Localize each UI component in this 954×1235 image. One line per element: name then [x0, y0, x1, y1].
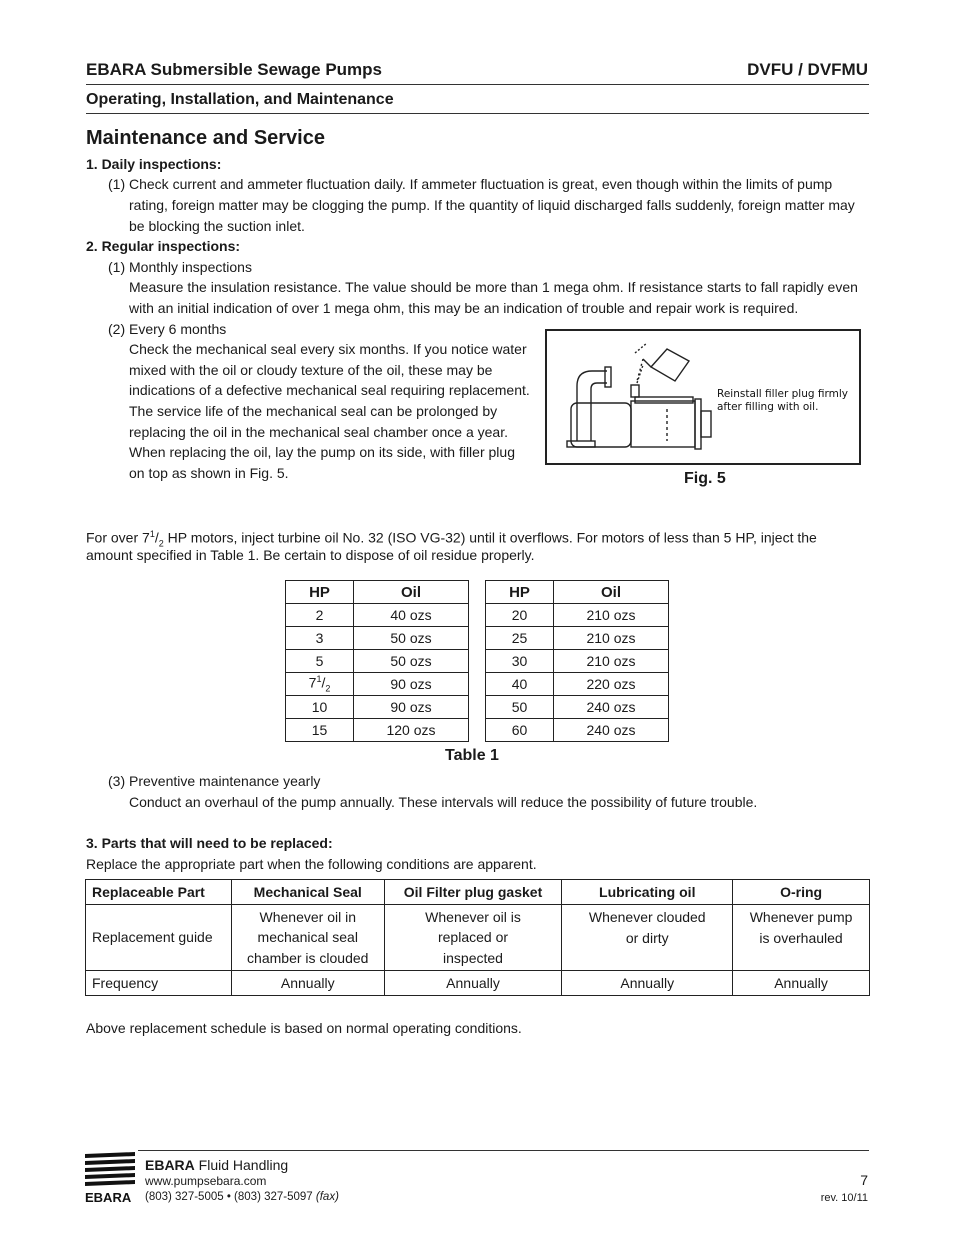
footer-divider — [138, 1150, 869, 1151]
table-header-row — [86, 880, 870, 905]
cell-line: Whenever clouded — [588, 909, 706, 925]
document-title: EBARA Submersible Sewage Pumps — [86, 60, 383, 79]
column-header: Replaceable Part — [86, 880, 232, 905]
page-number: 7 — [860, 1172, 868, 1188]
table-row — [286, 719, 469, 742]
row-label: Replacement guide — [86, 905, 232, 971]
preventive-label: (3) Preventive maintenance yearly — [108, 773, 321, 789]
cell-line: replaced or — [437, 929, 509, 946]
oil-header: Oil — [354, 581, 469, 604]
cell-line: chamber is clouded — [247, 949, 369, 966]
six-month-text: mixed with the oil or cloudy texture of the oil, these may be — [129, 362, 493, 378]
oil-cell: 50 ozs — [354, 627, 469, 650]
monthly-label: (1) Monthly inspections — [108, 259, 252, 275]
table-row — [486, 696, 669, 719]
column-header: Oil Filter plug gasket — [384, 880, 562, 905]
hp-cell: 25 — [486, 627, 554, 650]
fraction-numerator: 1 — [149, 529, 155, 539]
column-header: O-ring — [733, 880, 870, 905]
row-label: Frequency — [86, 971, 232, 996]
logo-wordmark: EBARA — [85, 1190, 132, 1205]
oil-cell: 90 ozs — [354, 696, 469, 719]
oil-cell: 120 ozs — [354, 719, 469, 742]
hp-cell: 30 — [486, 650, 554, 673]
oil-cell: 210 ozs — [554, 650, 669, 673]
frequency-cell: Annually — [733, 971, 870, 996]
preventive-text: Conduct an overhaul of the pump annually. These intervals will reduce the possibility of future trouble. — [129, 794, 758, 810]
phone-numbers — [145, 1191, 339, 1203]
oil-cell: 210 ozs — [554, 604, 669, 627]
hp-cell: 40 — [486, 673, 554, 696]
fraction-denominator: 2 — [158, 538, 164, 549]
hp-cell: 2 — [286, 604, 354, 627]
hp-whole: 7 — [308, 674, 317, 691]
hp-cell: 10 — [286, 696, 354, 719]
pump-illustration — [547, 331, 859, 463]
six-month-text: When replacing the oil, lay the pump on its side, with filler plug — [129, 444, 515, 460]
daily-item-line: (1) Check current and ammeter fluctuation daily. If ammeter fluctuation is great, even though within the limits of pump — [108, 176, 833, 192]
oil-header: Oil — [554, 581, 669, 604]
six-month-text: Check the mechanical seal every six months. If you notice water — [129, 341, 527, 357]
daily-item-line: be blocking the suction inlet. — [129, 218, 305, 234]
fraction-numerator: 1 — [316, 674, 322, 685]
hp-cell: 60 — [486, 719, 554, 742]
table-header-row — [486, 581, 669, 604]
monthly-text: Measure the insulation resistance. The value should be more than 1 mega ohm. If resistance starts to fall rapidly even — [129, 279, 858, 295]
table-row — [286, 627, 469, 650]
phone-text: (803) 327-5005 • (803) 327-5097 — [145, 1191, 316, 1203]
cell-line: Whenever pump — [749, 909, 853, 925]
table-row — [486, 650, 669, 673]
table-row — [286, 604, 469, 627]
hp-header: HP — [486, 581, 554, 604]
schedule-note: Above replacement schedule is based on normal operating conditions. — [86, 1020, 522, 1036]
guide-cell — [384, 905, 562, 971]
table-row — [486, 604, 669, 627]
oil-cell: 90 ozs — [354, 673, 469, 696]
six-month-label: (2) Every 6 months — [108, 321, 227, 337]
table-row — [86, 905, 870, 971]
oil-table-right — [485, 580, 669, 742]
column-header: Mechanical Seal — [231, 880, 384, 905]
oil-text-part: HP motors, inject turbine oil No. 32 (ISO VG-32) until it overflows. For motors of less than 5 HP, inject the — [163, 529, 817, 546]
hp-cell: $7^1/_2$ — [286, 673, 354, 696]
six-month-text: on top as shown in Fig. 5. — [129, 465, 289, 481]
cell-line: inspected — [443, 949, 503, 966]
regular-heading: 2. Regular inspections: — [86, 238, 241, 254]
oil-cell: 40 ozs — [354, 604, 469, 627]
section-title: Maintenance and Service — [86, 127, 325, 149]
table-row — [486, 719, 669, 742]
cell-line: Whenever oil is — [425, 908, 521, 925]
daily-heading: 1. Daily inspections: — [86, 156, 222, 172]
frequency-cell: Annually — [231, 971, 384, 996]
revision-date: rev. 10/11 — [820, 1192, 868, 1204]
header-divider — [86, 84, 869, 85]
six-month-text: The service life of the mechanical seal can be prolonged by — [129, 403, 498, 419]
subtitle-divider — [86, 113, 869, 114]
cell-line: Whenever oil in — [259, 908, 356, 925]
parts-intro: Replace the appropriate part when the following conditions are apparent. — [86, 856, 537, 872]
brand-name: EBARA — [145, 1157, 195, 1173]
oil-instructions-line2: amount specified in Table 1. Be certain to dispose of oil residue properly. — [86, 547, 535, 563]
model-number: DVFU / DVFMU — [747, 60, 868, 79]
table-row — [286, 673, 469, 696]
ebara-logo-icon — [85, 1150, 135, 1206]
oil-cell: 210 ozs — [554, 627, 669, 650]
cell-line: mechanical seal — [257, 929, 358, 946]
table-caption: Table 1 — [445, 747, 499, 764]
hp-cell: 5 — [286, 650, 354, 673]
table-row — [286, 650, 469, 673]
oil-table-left — [285, 580, 469, 742]
table-row — [286, 696, 469, 719]
hp-header: HP — [286, 581, 354, 604]
company-name — [145, 1157, 288, 1173]
table-row — [486, 627, 669, 650]
daily-item-line: rating, foreign matter may be clogging the pump. If the quantity of liquid discharged falls suddenly, foreign matter may — [129, 197, 855, 213]
table-row — [86, 971, 870, 996]
website-link[interactable]: www.pumpsebara.com — [145, 1174, 267, 1188]
table-row — [486, 673, 669, 696]
frequency-cell: Annually — [562, 971, 733, 996]
oil-cell: 50 ozs — [354, 650, 469, 673]
figure-5-box — [545, 329, 861, 465]
document-subtitle: Operating, Installation, and Maintenance — [86, 91, 394, 108]
cell-line: or dirty — [625, 929, 669, 946]
monthly-text: with an initial indication of over 1 mega ohm, this may be an indication of trouble and repair work is required. — [129, 300, 799, 316]
parts-heading: 3. Parts that will need to be replaced: — [86, 835, 333, 851]
figure-callout-line2: after filling with oil. — [717, 401, 819, 413]
hp-cell: 3 — [286, 627, 354, 650]
cell-line: is overhauled — [759, 929, 843, 946]
fax-label: (fax) — [315, 1191, 339, 1203]
oil-text-part: For over 7 — [86, 529, 150, 546]
table-header-row — [286, 581, 469, 604]
figure-caption: Fig. 5 — [684, 470, 726, 487]
oil-cell: 240 ozs — [554, 696, 669, 719]
division-name: Fluid Handling — [194, 1157, 289, 1173]
oil-instructions: For over $7^1/_2$ HP motors, inject turbine oil No. 32 (ISO VG-32) until it overflows. For motors of less than 5 HP, inject the — [86, 529, 817, 549]
guide-cell — [231, 905, 384, 971]
parts-table — [85, 879, 870, 996]
hp-cell: 15 — [286, 719, 354, 742]
guide-cell — [562, 905, 733, 971]
hp-cell: 20 — [486, 604, 554, 627]
six-month-text: replacing the oil in the mechanical seal chamber once a year. — [129, 424, 508, 440]
fraction-denominator: 2 — [325, 683, 331, 694]
column-header: Lubricating oil — [562, 880, 733, 905]
oil-cell: 240 ozs — [554, 719, 669, 742]
figure-callout-line1: Reinstall filler plug firmly — [717, 388, 848, 400]
six-month-text: indications of a defective mechanical seal requiring replacement. — [129, 382, 530, 398]
frequency-cell: Annually — [384, 971, 562, 996]
hp-cell: 50 — [486, 696, 554, 719]
oil-cell: 220 ozs — [554, 673, 669, 696]
guide-cell — [733, 905, 870, 971]
